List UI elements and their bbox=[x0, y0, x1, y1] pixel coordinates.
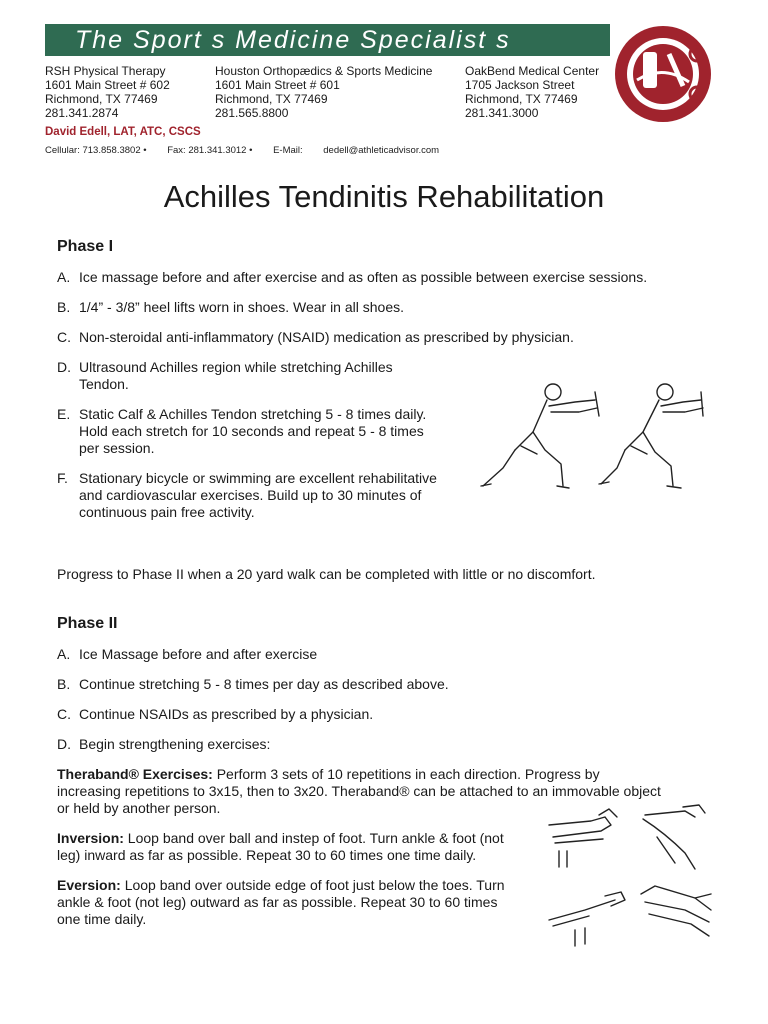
list-text: Hold each stretch for 10 seconds and repeat 5 - 8 times bbox=[79, 423, 424, 439]
list-letter: C. bbox=[57, 706, 71, 722]
list-letter: D. bbox=[57, 736, 71, 752]
office-phone: 281.341.3000 bbox=[465, 106, 539, 120]
office-phone: 281.565.8800 bbox=[215, 106, 289, 120]
list-item bbox=[57, 359, 393, 393]
office-address bbox=[45, 64, 170, 120]
list-letter: B. bbox=[57, 676, 71, 692]
list-text: Stationary bicycle or swimming are excellent rehabilitative bbox=[79, 470, 437, 486]
list-letter: F. bbox=[57, 470, 68, 486]
paragraph-text: or held by another person. bbox=[57, 800, 221, 816]
list-item bbox=[57, 470, 437, 521]
office-street: 1705 Jackson Street bbox=[465, 78, 575, 92]
list-text: Continue NSAIDs as prescribed by a physician. bbox=[79, 706, 374, 722]
list-letter: D. bbox=[57, 359, 71, 375]
paragraph-text: Loop band over ball and instep of foot. Turn ankle & foot (not bbox=[123, 830, 504, 846]
list-letter: A. bbox=[57, 646, 71, 662]
paragraph-text: ankle & foot (not leg) outward as far as possible. Repeat 30 to 60 times bbox=[57, 894, 498, 910]
office-address bbox=[465, 64, 599, 120]
email-label: E-Mail: bbox=[273, 145, 303, 156]
page-title: Achilles Tendinitis Rehabilitation bbox=[163, 179, 605, 214]
list-text: continuous pain free activity. bbox=[79, 504, 255, 520]
list-item bbox=[57, 646, 317, 663]
office-city: Richmond, TX 77469 bbox=[465, 92, 578, 106]
list-letter: C. bbox=[57, 329, 71, 345]
clinic-banner: The Sport s Medicine Specialist s bbox=[45, 24, 610, 56]
list-letter: A. bbox=[57, 269, 71, 285]
office-street: 1601 Main Street # 602 bbox=[45, 78, 170, 92]
paragraph-text: increasing repetitions to 3x15, then to 3x20. Theraband® can be attached to an immovable object bbox=[57, 783, 661, 799]
list-text: Continue stretching 5 - 8 times per day as described above. bbox=[79, 676, 449, 692]
eversion-paragraph bbox=[57, 877, 505, 928]
list-text: Ice massage before and after exercise and as often as possible between exercise sessions. bbox=[79, 269, 648, 285]
list-text: Static Calf & Achilles Tendon stretching 5 - 8 times daily. bbox=[79, 406, 427, 422]
inversion-illustration bbox=[545, 803, 715, 873]
office-city: Richmond, TX 77469 bbox=[215, 92, 328, 106]
fax-number: Fax: 281.341.3012 • bbox=[167, 145, 253, 156]
email-address[interactable]: dedell@athleticadvisor.com bbox=[323, 145, 440, 156]
office-name: OakBend Medical Center bbox=[465, 64, 600, 78]
calf-stretch-illustration bbox=[475, 372, 705, 497]
office-address bbox=[215, 64, 432, 120]
sports-medicine-logo bbox=[613, 24, 713, 124]
list-item bbox=[57, 269, 647, 286]
eversion-label: Eversion: bbox=[57, 877, 121, 893]
office-street: 1601 Main Street # 601 bbox=[215, 78, 340, 92]
list-text: Tendon. bbox=[79, 376, 129, 392]
list-text: 1/4” - 3/8” heel lifts worn in shoes. Wear in all shoes. bbox=[79, 299, 405, 315]
progress-note: Progress to Phase II when a 20 yard walk can be completed with little or no discomfort. bbox=[57, 566, 596, 582]
office-name: Houston Orthopædics & Sports Medicine bbox=[215, 64, 433, 78]
paragraph-text: leg) inward as far as possible. Repeat 30 to 60 times one time daily. bbox=[57, 847, 477, 863]
paragraph-text: one time daily. bbox=[57, 911, 147, 927]
list-letter: B. bbox=[57, 299, 71, 315]
list-text: per session. bbox=[79, 440, 155, 456]
paragraph-text: Perform 3 sets of 10 repetitions in each direction. Progress by bbox=[212, 766, 600, 782]
phase-1-heading: Phase I bbox=[57, 238, 114, 255]
eversion-illustration bbox=[545, 880, 715, 950]
list-item bbox=[57, 329, 574, 346]
list-item bbox=[57, 299, 404, 316]
list-text: Non-steroidal anti-inflammatory (NSAID) medication as prescribed by physician. bbox=[79, 329, 574, 345]
office-city: Richmond, TX 77469 bbox=[45, 92, 158, 106]
paragraph-text: Loop band over outside edge of foot just below the toes. Turn bbox=[120, 877, 505, 893]
list-item bbox=[57, 406, 426, 457]
theraband-label: Theraband® Exercises: bbox=[57, 766, 213, 782]
list-text: Ultrasound Achilles region while stretching Achilles bbox=[79, 359, 393, 375]
list-text: Begin strengthening exercises: bbox=[79, 736, 271, 752]
contact-details bbox=[45, 145, 441, 156]
list-item bbox=[57, 736, 270, 753]
list-item bbox=[57, 676, 449, 693]
list-text: and cardiovascular exercises. Build up to 30 minutes of bbox=[79, 487, 422, 503]
cellular-number: Cellular: 713.858.3802 • bbox=[45, 145, 147, 156]
phase-2-heading: Phase II bbox=[57, 615, 118, 632]
list-letter: E. bbox=[57, 406, 71, 422]
inversion-label: Inversion: bbox=[57, 830, 124, 846]
office-phone: 281.341.2874 bbox=[45, 106, 119, 120]
office-name: RSH Physical Therapy bbox=[45, 64, 166, 78]
list-item bbox=[57, 706, 373, 723]
inversion-paragraph bbox=[57, 830, 504, 864]
list-text: Ice Massage before and after exercise bbox=[79, 646, 318, 662]
contact-name: David Edell, LAT, ATC, CSCS bbox=[45, 126, 201, 138]
